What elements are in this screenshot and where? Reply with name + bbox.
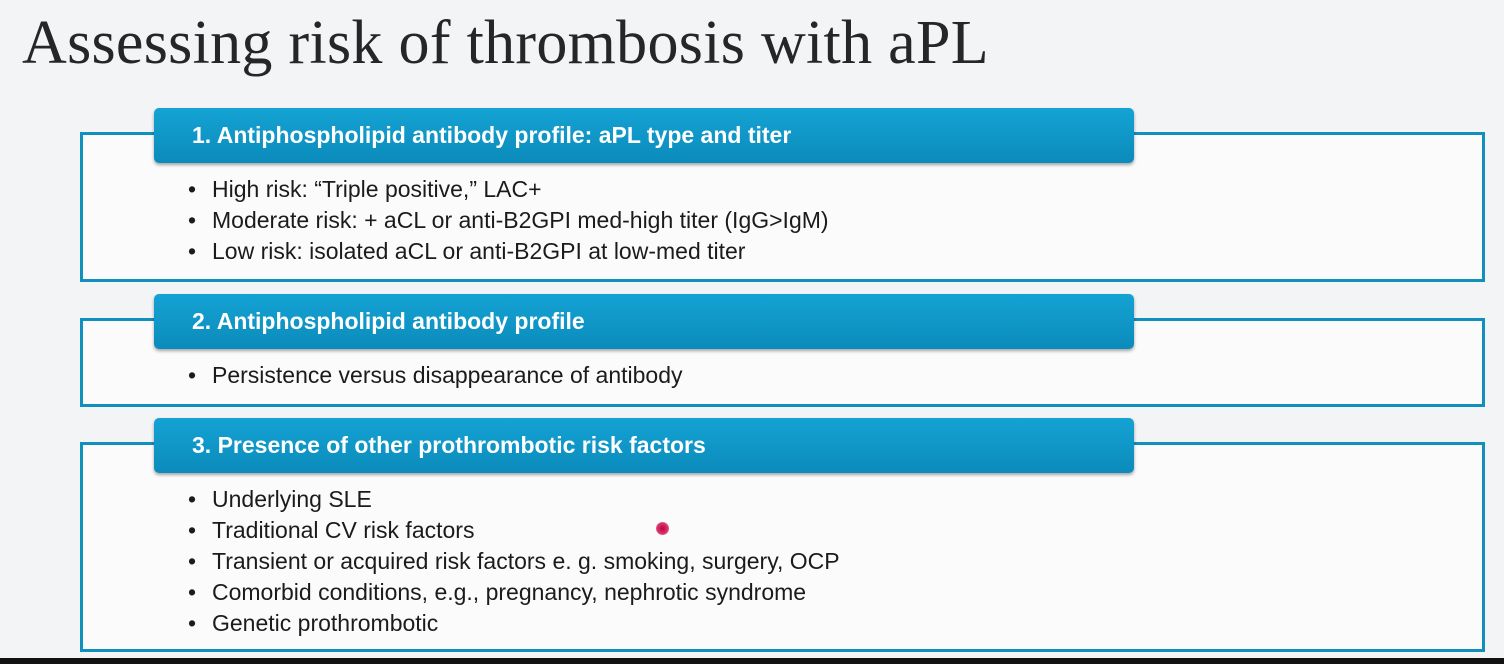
section-3-list	[188, 484, 840, 639]
list-item: • Genetic prothrombotic	[188, 608, 840, 639]
list-item: • Underlying SLE	[188, 484, 840, 515]
section-1-list	[188, 174, 829, 267]
section-3-header: 3. Presence of other prothrombotic risk factors	[154, 418, 1134, 473]
list-item: • Comorbid conditions, e.g., pregnancy, nephrotic syndrome	[188, 577, 840, 608]
list-item: • Transient or acquired risk factors e. g. smoking, surgery, OCP	[188, 546, 840, 577]
list-item: • Traditional CV risk factors	[188, 515, 840, 546]
list-item: • High risk: “Triple positive,” LAC+	[188, 174, 829, 205]
section-2-list	[188, 360, 683, 391]
section-2-header: 2. Antiphospholipid antibody profile	[154, 294, 1134, 349]
laser-pointer-dot	[656, 522, 669, 535]
slide-title: Assessing risk of thrombosis with aPL	[22, 9, 989, 77]
list-item: • Low risk: isolated aCL or anti-B2GPI at low-med titer	[188, 236, 829, 267]
bottom-edge-bar	[0, 658, 1504, 664]
list-item: • Moderate risk: + aCL or anti-B2GPI med-high titer (IgG>IgM)	[188, 205, 829, 236]
list-item: • Persistence versus disappearance of antibody	[188, 360, 683, 391]
section-1-header: 1. Antiphospholipid antibody profile: aPL type and titer	[154, 108, 1134, 163]
